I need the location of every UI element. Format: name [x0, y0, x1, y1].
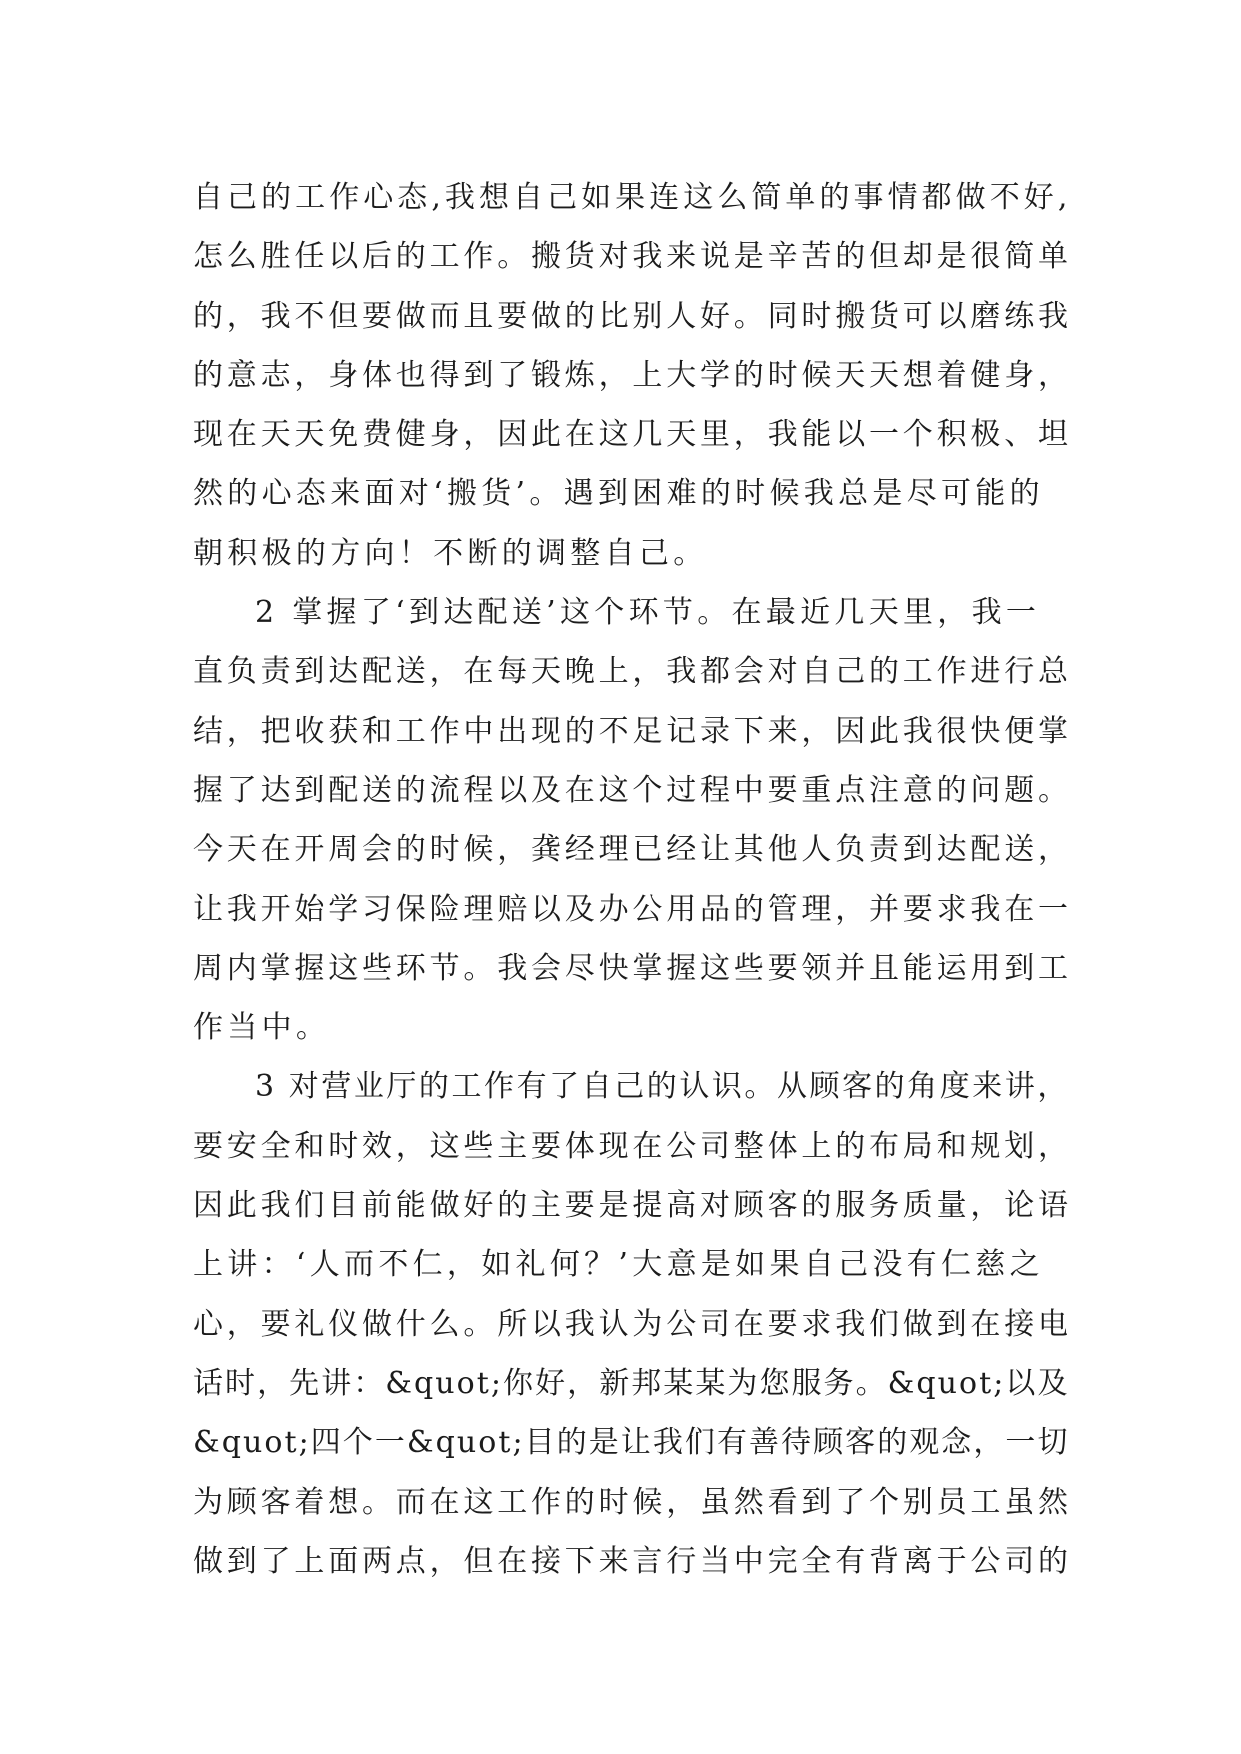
text-line: 为顾客着想。而在这工作的时候，虽然看到了个别员工虽然 — [193, 1484, 1072, 1520]
text-line: 怎么胜任以后的工作。搬货对我来说是辛苦的但却是很简单 — [193, 239, 1072, 275]
text-line: 让我开始学习保险理赔以及办公用品的管理，并要求我在一 — [193, 891, 1072, 927]
text-line: 做到了上面两点，但在接下来言行当中完全有背离于公司的 — [193, 1543, 1072, 1579]
paragraph-start-line: 3 对营业厅的工作有了自己的认识。从顾客的角度来讲， — [255, 1069, 1070, 1105]
text-line: 握了达到配送的流程以及在这个过程中要重点注意的问题。 — [193, 772, 1072, 808]
text-line: 现在天天免费健身，因此在这几天里，我能以一个积极、坦 — [193, 417, 1072, 453]
text-line: 话时，先讲：&quot;你好，新邦某某为您服务。&quot;以及 — [193, 1365, 1070, 1401]
text-line: 结，把收获和工作中出现的不足记录下来，因此我很快便掌 — [193, 713, 1072, 749]
text-line: 因此我们目前能做好的主要是提高对顾客的服务质量，论语 — [193, 1188, 1072, 1224]
body-text — [193, 168, 1073, 1591]
text-line: 心，要礼仪做什么。所以我认为公司在要求我们做到在接电 — [193, 1306, 1072, 1342]
text-line: 的意志，身体也得到了锻炼，上大学的时候天天想着健身， — [193, 357, 1072, 393]
text-line: 直负责到达配送，在每天晚上，我都会对自己的工作进行总 — [193, 654, 1072, 690]
text-line: 然的心态来面对‘搬货’。遇到困难的时候我总是尽可能的 — [193, 476, 1044, 512]
paragraph-start-line: 2 掌握了‘到达配送’这个环节。在最近几天里，我一 — [255, 595, 1041, 631]
text-line: 作当中。 — [193, 1010, 331, 1046]
text-line: 要安全和时效，这些主要体现在公司整体上的布局和规划， — [193, 1128, 1072, 1164]
text-line: 周内掌握这些环节。我会尽快掌握这些要领并且能运用到工 — [193, 950, 1072, 986]
text-line: 的，我不但要做而且要做的比别人好。同时搬货可以磨练我 — [193, 298, 1072, 334]
text-line: 今天在开周会的时候，龚经理已经让其他人负责到达配送， — [193, 832, 1072, 868]
text-line: 朝积极的方向！不断的调整自己。 — [193, 535, 708, 571]
text-line: 上讲：‘人而不仁，如礼何？’大意是如果自己没有仁慈之 — [193, 1247, 1044, 1283]
text-line: 自己的工作心态,我想自己如果连这么简单的事情都做不好, — [193, 180, 1072, 215]
text-line: &quot;四个一&quot;目的是让我们有善待顾客的观念，一切 — [193, 1425, 1070, 1461]
